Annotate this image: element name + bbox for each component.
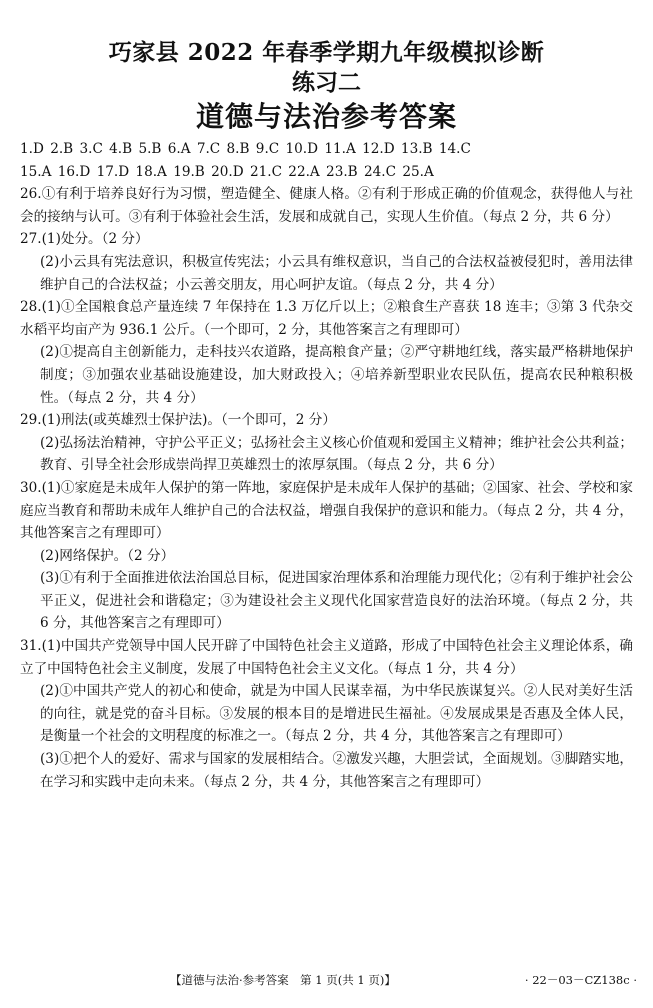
- question-31-part-2: (2)①中国共产党人的初心和使命，就是为中国人民谋幸福，为中华民族谋复兴。②人民对美好生活的向往，就是党的奋斗目标。③发展的根本目的是增进民生福祉。④发展成果是否惠及全体人民，是衡量一个社会的文明程度的标准之一。（每点 2 分，共 4 分，其他答案言之有理即可）: [40, 683, 633, 745]
- choice-answers-line-2: 15.A 16.D 17.D 18.A 19.B 20.D 21.C 22.A 23.B 24.C 25.A: [20, 163, 434, 180]
- question-30-part-2: (2)网络保护。（2 分）: [40, 547, 175, 564]
- question-29-part-1: 29.(1)刑法(或英雄烈士保护法)。（一个即可，2 分）: [20, 412, 336, 429]
- question-28-part-2: (2)①提高自主创新能力，走科技兴农道路，提高粮食产量；②严守耕地红线，落实最严格耕地保护制度；③加强农业基础设施建设，加大财政投入；④培养新型职业农民队伍，提高农民种粮积极性。（每点 2 分，共 4 分）: [40, 344, 633, 406]
- title-line-3: 道德与法治参考答案: [195, 100, 457, 133]
- title-line-2: 练习二: [292, 69, 361, 96]
- question-26-answer: 26.①有利于培养良好行为习惯，塑造健全、健康人格。②有利于形成正确的价值观念，获得他人与社会的接纳与认可。③有利于体验社会生活，发展和成就自己，实现人生价值。（每点 2 分，共 6 分）: [20, 186, 633, 225]
- question-29-part-2: (2)弘扬法治精神，守护公平正义；弘扬社会主义核心价值观和爱国主义精神；维护社会公共利益；教育、引导全社会形成崇尚捍卫英雄烈士的浓厚氛围。（每点 2 分，共 6 分）: [40, 434, 633, 474]
- title-line-1: 巧家县 2022 年春季学期九年级模拟诊断: [108, 39, 545, 66]
- question-28-part-1: 28.(1)①全国粮食总产量连续 7 年保持在 1.3 万亿斤以上；②粮食生产喜获 18 连丰；③第 3 代杂交水稻平均亩产为 936.1 公斤。（一个即可，2 分，其他答案言之有理即可）: [20, 299, 633, 338]
- question-27-part-1: 27.(1)处分。（2 分）: [20, 231, 149, 248]
- question-30-part-3: (3)①有利于全面推进依法治国总目标，促进国家治理体系和治理能力现代化；②有利于维护社会公平正义，促进社会和谐稳定；③为建设社会主义现代化国家营造良好的法治环境。（每点 2 分，共 6 分，其他答案言之有理即可）: [40, 570, 633, 632]
- footer-code: · 22－03－CZ138c ·: [524, 973, 637, 987]
- footer-page-info: 【道德与法治·参考答案 第 1 页(共 1 页)】: [170, 973, 396, 987]
- question-30-part-1: 30.(1)①家庭是未成年人保护的第一阵地，家庭保护是未成年人保护的基础；②国家、社会、学校和家庭应当教育和帮助未成年人维护自己的合法权益，增强自我保护的意识和能力。（每点 2 分，共 4 分，其他答案言之有理即可）: [20, 479, 633, 542]
- choice-answers-line-1: 1.D 2.B 3.C 4.B 5.B 6.A 7.C 8.B 9.C 10.D 11.A 12.D 13.B 14.C: [20, 141, 471, 157]
- question-31-part-3: (3)①把个人的爱好、需求与国家的发展相结合。②激发兴趣，大胆尝试，全面规划。③脚踏实地，在学习和实践中走向未来。（每点 2 分，共 4 分，其他答案言之有理即可）: [40, 751, 633, 790]
- question-31-part-1: 31.(1)中国共产党领导中国人民开辟了中国特色社会主义道路，形成了中国特色社会主义理论体系，确立了中国特色社会主义制度，发展了中国特色社会主义文化。（每点 1 分，共 4 分）: [20, 638, 633, 677]
- question-27-part-2: (2)小云具有宪法意识，积极宣传宪法；小云具有维权意识，当自己的合法权益被侵犯时，善用法律维护自己的合法权益；小云善交朋友，用心呵护友谊。（每点 2 分，共 4 分）: [40, 253, 633, 293]
